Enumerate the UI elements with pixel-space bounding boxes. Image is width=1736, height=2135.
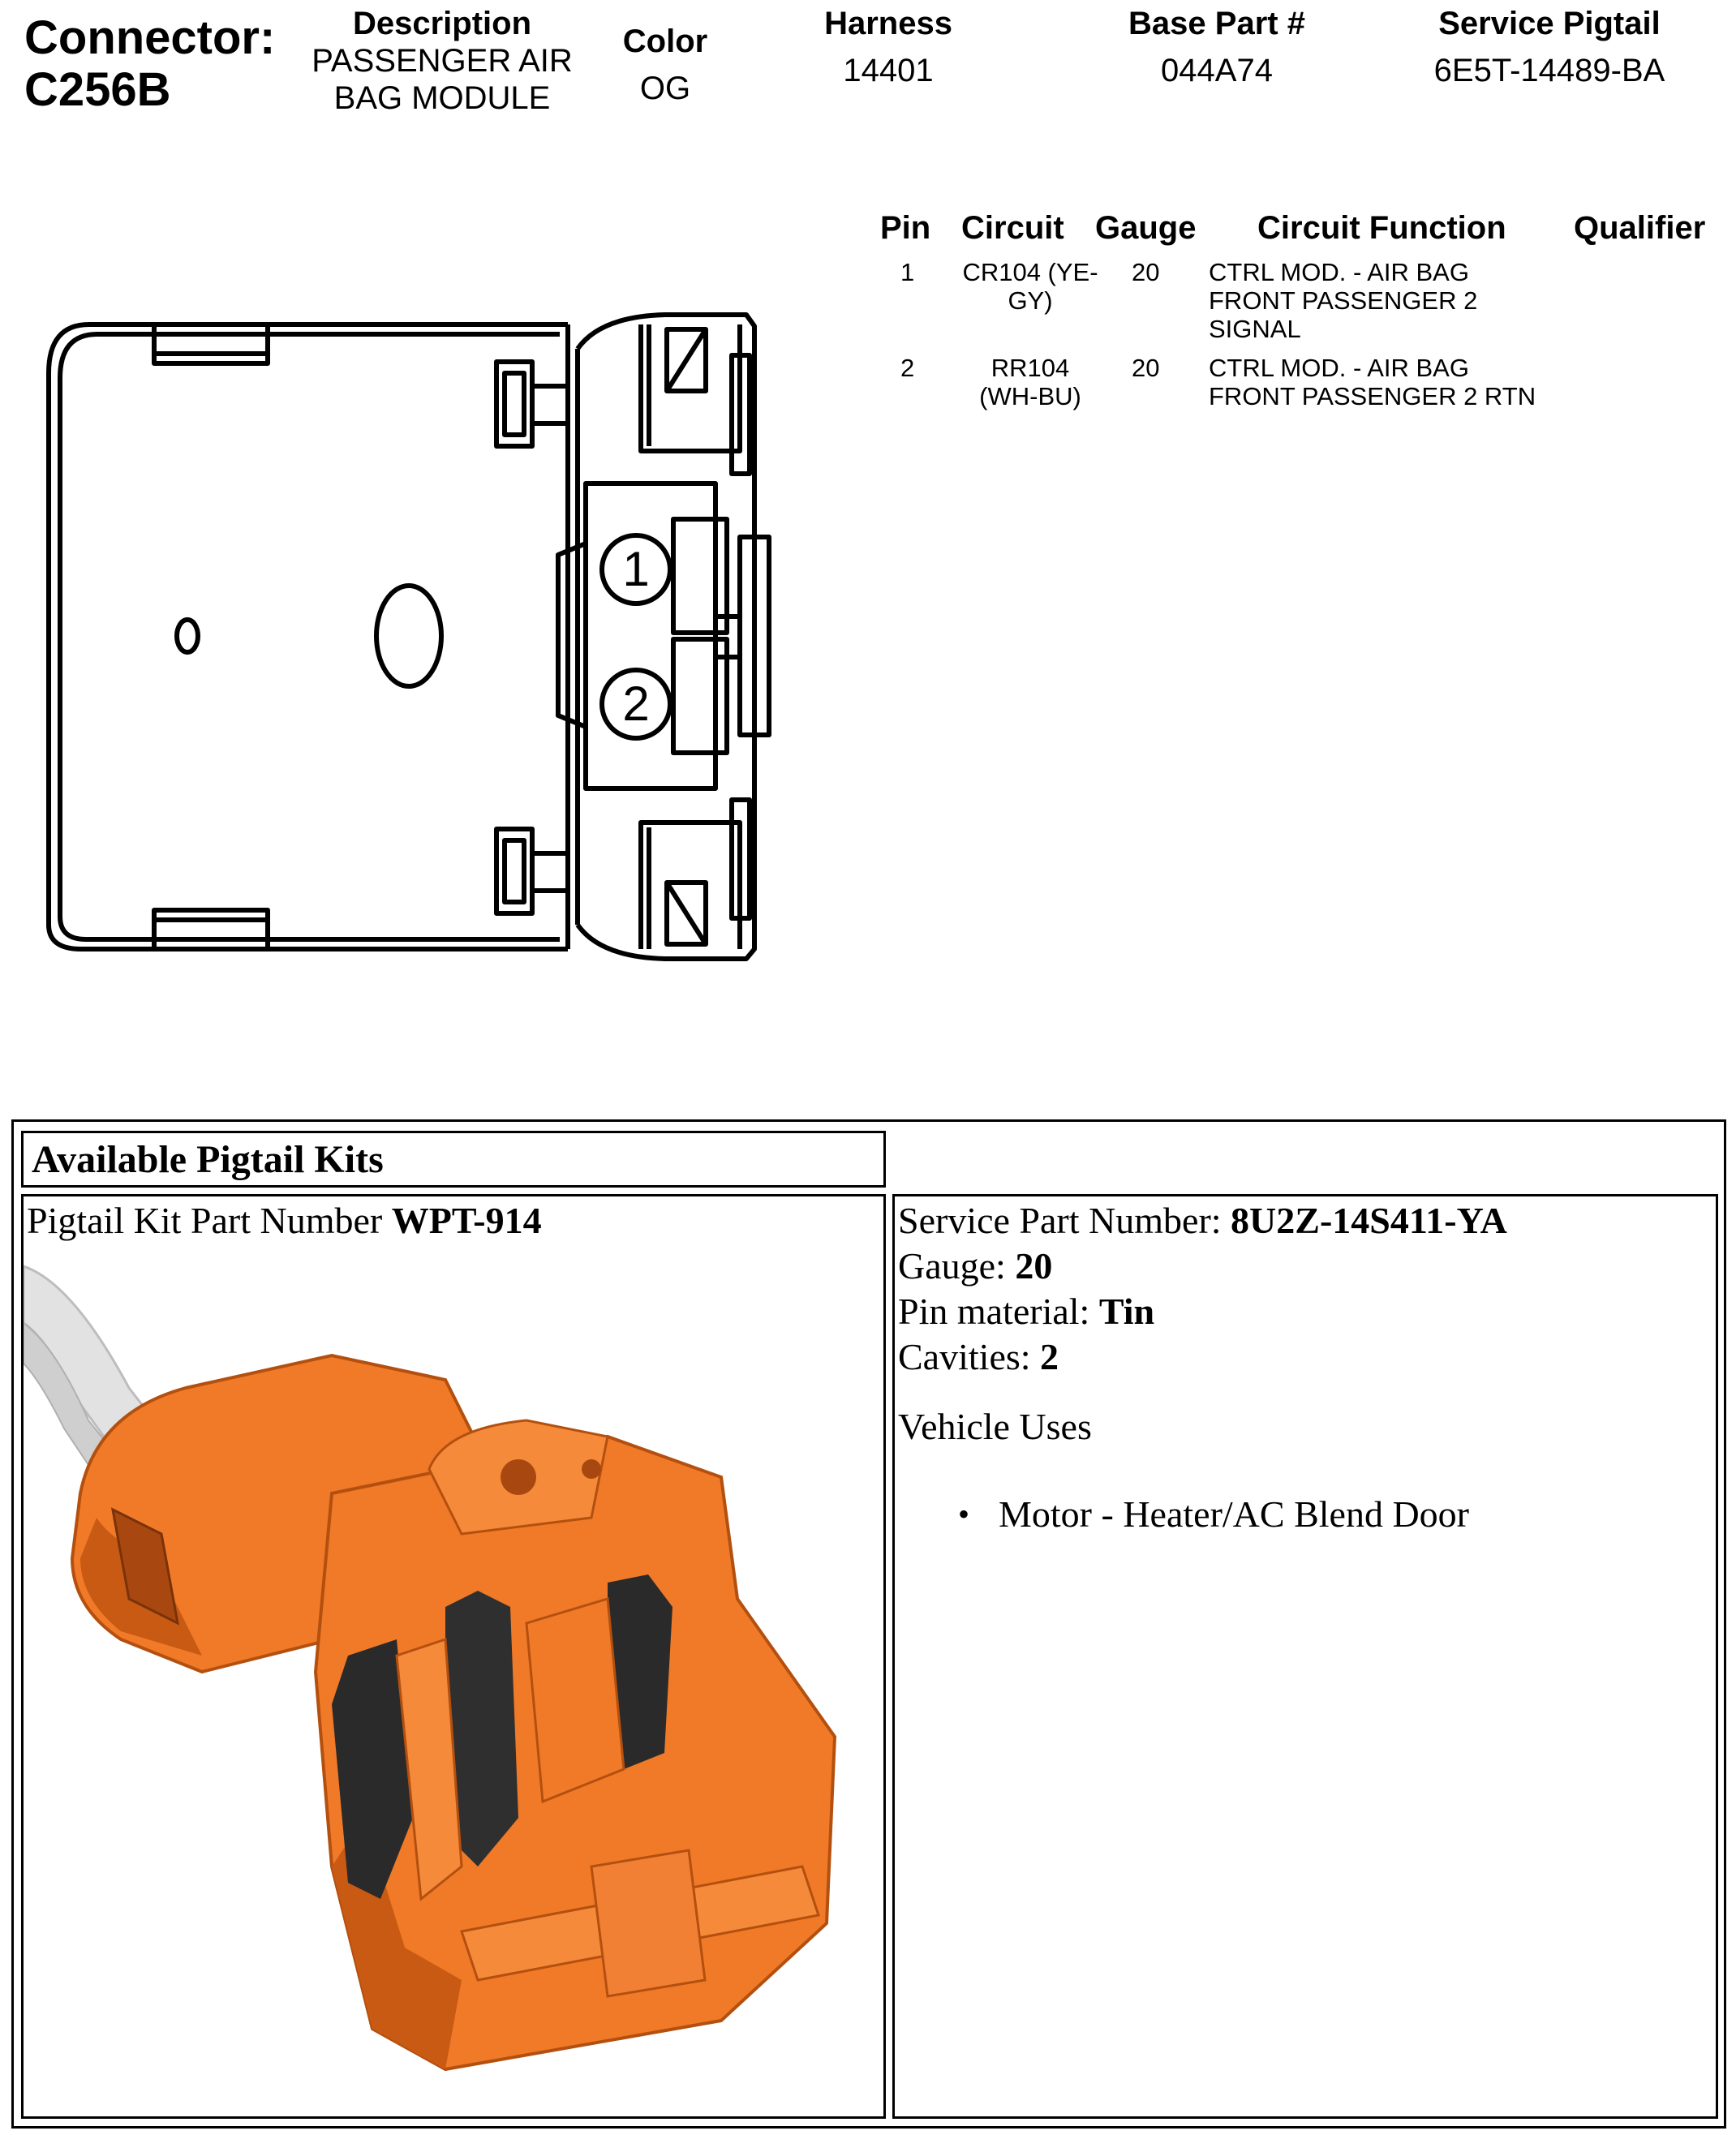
pigtail-kits-title: Available Pigtail Kits — [32, 1138, 384, 1181]
connector-label: Connector: — [24, 11, 276, 64]
vehicle-use-item: • Motor - Heater/AC Blend Door — [898, 1492, 1716, 1537]
connector-hole-small — [582, 1459, 601, 1479]
pin-number: 2 — [900, 354, 915, 382]
color-label: Color — [622, 24, 708, 59]
qualifier-header: Qualifier — [1574, 210, 1706, 246]
vehicle-uses-list — [898, 1492, 1716, 1537]
kit-gauge-label: Gauge: — [898, 1245, 1016, 1287]
circuit-line: CR104 (YE- — [962, 258, 1098, 286]
service-pigtail-label: Service Pigtail — [1438, 6, 1661, 41]
pigtail-kit-details-cell — [892, 1194, 1718, 2119]
service-part-number — [898, 1198, 1716, 1244]
connector-diagram — [32, 300, 795, 973]
function-line: SIGNAL — [1209, 315, 1301, 343]
gauge-header: Gauge — [1095, 210, 1197, 246]
pigtail-kits-title-cell — [21, 1131, 886, 1188]
service-part-value: 8U2Z-14S411-YA — [1231, 1200, 1507, 1241]
circuit-cell — [949, 354, 1111, 410]
color-value: OG — [639, 71, 691, 106]
description-label: Description — [352, 6, 532, 41]
base-part-label: Base Part # — [1128, 6, 1305, 41]
gauge-cell: 20 — [1132, 354, 1160, 382]
function-cell — [1209, 258, 1477, 343]
circuit-line: RR104 — [990, 354, 1070, 382]
function-line: FRONT PASSENGER 2 RTN — [1209, 382, 1536, 410]
circuit-cell — [949, 258, 1111, 315]
connector-hole — [501, 1459, 536, 1495]
gauge-cell: 20 — [1132, 258, 1160, 286]
description-value-line: PASSENGER AIR — [312, 43, 573, 79]
connector-id: C256B — [24, 63, 171, 116]
connector-front-block — [591, 1850, 705, 1996]
kit-pin-material — [898, 1289, 1716, 1334]
pigtail-kit-photo-cell — [21, 1194, 886, 2119]
pin-header: Pin — [880, 210, 931, 246]
circuit-header: Circuit — [961, 210, 1064, 246]
function-line: FRONT PASSENGER 2 — [1209, 286, 1478, 315]
function-line: CTRL MOD. - AIR BAG — [1209, 258, 1469, 286]
pin-table — [868, 209, 1728, 420]
pin-2-label: 2 — [622, 677, 650, 731]
harness-label: Harness — [824, 6, 952, 41]
header-service-pigtail — [1395, 5, 1704, 89]
kit-cavities — [898, 1334, 1716, 1380]
pin-material-label: Pin material: — [898, 1291, 1099, 1332]
vehicle-uses-heading: Vehicle Uses — [898, 1406, 1092, 1447]
function-cell — [1209, 354, 1536, 410]
kit-gauge-value: 20 — [1015, 1245, 1053, 1287]
header-base-part — [1079, 5, 1355, 89]
pigtail-connector-photo — [24, 1250, 883, 2118]
harness-value: 14401 — [843, 53, 934, 88]
circuit-line: GY) — [1008, 286, 1053, 315]
service-pigtail-value: 6E5T-14489-BA — [1433, 53, 1665, 88]
function-line: CTRL MOD. - AIR BAG — [1209, 354, 1469, 382]
circuit-function-header: Circuit Function — [1257, 210, 1506, 246]
cavities-value: 2 — [1040, 1336, 1059, 1377]
base-part-value: 044A74 — [1161, 53, 1273, 88]
header-harness — [779, 5, 998, 89]
connector-finger-2 — [526, 1599, 624, 1802]
pin-1-label: 1 — [622, 542, 650, 596]
pigtail-kit-part-number — [24, 1198, 883, 1244]
cavities-label: Cavities: — [898, 1336, 1041, 1377]
circuit-line: (WH-BU) — [979, 382, 1081, 410]
pin-number: 1 — [900, 258, 915, 286]
kit-gauge — [898, 1244, 1716, 1289]
header-color — [584, 23, 746, 107]
header-description — [280, 5, 604, 117]
description-value-line: BAG MODULE — [333, 80, 551, 116]
service-part-label: Service Part Number: — [898, 1200, 1231, 1241]
pin-material-value: Tin — [1098, 1291, 1155, 1332]
kit-part-value: WPT-914 — [391, 1200, 542, 1241]
kit-part-label: Pigtail Kit Part Number — [27, 1200, 392, 1241]
